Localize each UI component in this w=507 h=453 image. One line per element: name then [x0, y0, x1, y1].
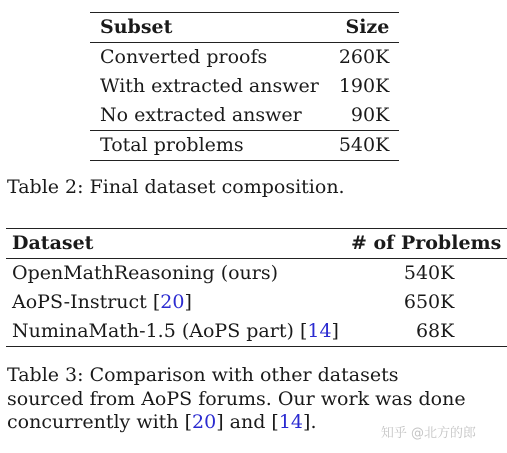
dataset-cell: NuminaMath-1.5 (AoPS part) [14] [12, 320, 339, 342]
table-row [90, 101, 399, 131]
table-row [6, 288, 507, 317]
watermark: 知乎 @北方的郎 [380, 426, 476, 441]
table-3-dataset-comparison [6, 228, 507, 347]
citation-link[interactable]: 14 [307, 320, 332, 342]
column-header-problem-count: # of Problems [350, 232, 502, 254]
dataset-name: OpenMathReasoning (ours) [12, 262, 279, 284]
table-2-dataset-composition [90, 12, 399, 161]
caption-text: Table 3: Comparison with other datasets sourced from AoPS forums. Our work was done concurrently with [7, 364, 466, 433]
size-cell: 260K [338, 46, 390, 68]
total-row [90, 131, 399, 161]
citation-link[interactable]: 20 [160, 291, 185, 313]
column-header-dataset: Dataset [12, 232, 94, 254]
table-3-caption: Table 3: Comparison with other datasets sourced from AoPS forums. Our work was done concurrently with [20] and [14]. [7, 364, 466, 433]
dataset-cell: AoPS-Instruct [20] [12, 291, 192, 313]
table-header-row [6, 229, 507, 259]
size-cell: 90K [350, 104, 390, 126]
caption-text: . [310, 411, 317, 433]
table-row [90, 43, 399, 73]
table-2-caption: Table 2: Final dataset composition. [7, 176, 345, 198]
dataset-name: AoPS-Instruct [12, 291, 153, 313]
subset-cell: With extracted answer [100, 75, 319, 97]
size-cell: 190K [338, 75, 390, 97]
table-header-row [90, 13, 399, 43]
column-header-size: Size [345, 16, 390, 38]
total-label: Total problems [100, 134, 244, 156]
total-value: 540K [338, 134, 390, 156]
subset-cell: No extracted answer [100, 104, 302, 126]
subset-cell: Converted proofs [100, 46, 268, 68]
caption-text: and [223, 411, 272, 433]
problem-count-cell: 68K [415, 320, 455, 342]
dataset-name: NuminaMath-1.5 (AoPS part) [12, 320, 300, 342]
table-row [90, 72, 399, 101]
citation-link[interactable]: 20 [192, 411, 217, 433]
problem-count-cell: 540K [403, 262, 455, 284]
problem-count-cell: 650K [403, 291, 455, 313]
table-row [6, 317, 507, 347]
dataset-cell [6, 259, 345, 289]
citation-link[interactable]: 14 [278, 411, 304, 433]
table-row [6, 259, 507, 289]
column-header-subset: Subset [100, 16, 173, 38]
